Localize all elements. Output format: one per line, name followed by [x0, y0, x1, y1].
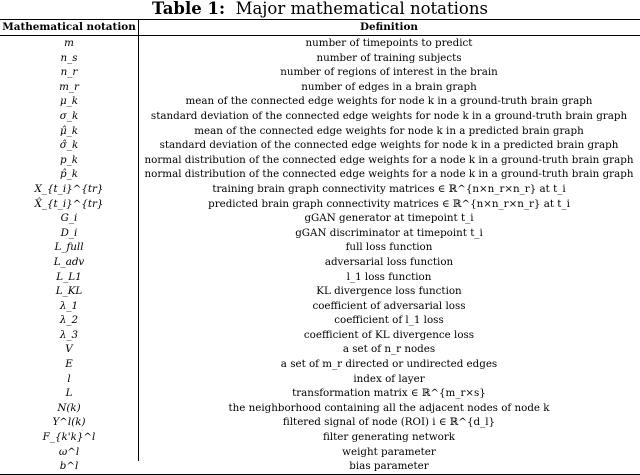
table-row	[0, 313, 640, 328]
notation-symbol: λ_3	[59, 328, 79, 341]
notation-definition: coefficient of adversarial loss	[312, 299, 466, 312]
notation-symbol: p_k	[60, 153, 78, 166]
notation-symbol: Y^l(k)	[52, 416, 86, 429]
table-row	[0, 386, 640, 401]
notation-symbol: L_L1	[56, 270, 82, 283]
notation-definition: number of timepoints to predict	[305, 37, 473, 49]
notation-symbol: σ̂_k	[59, 139, 79, 152]
table-row	[0, 372, 640, 387]
notation-symbol: L_full	[54, 241, 84, 254]
table-row	[0, 51, 640, 66]
notation-definition: KL divergence loss function	[316, 285, 462, 298]
table-title: Major mathematical notations	[235, 0, 488, 18]
notation-definition: standard deviation of the connected edge weights for node k in a predicted brain graph	[159, 139, 619, 152]
notation-symbol: L_adv	[53, 255, 85, 268]
notation-definition: bias parameter	[138, 459, 640, 474]
notation-definition: filter generating network	[322, 431, 456, 444]
header-notation: Mathematical notation	[0, 20, 138, 36]
table-row	[0, 342, 640, 357]
table-row	[0, 270, 640, 285]
notation-definition: number of training subjects	[316, 51, 462, 64]
table-row	[0, 211, 640, 226]
notation-definition: standard deviation of the connected edge weights for node k in a ground-truth brain graph	[150, 109, 628, 122]
notation-definition: weight parameter	[342, 445, 436, 458]
notation-definition: coefficient of KL divergence loss	[303, 328, 475, 341]
table-row	[0, 153, 640, 168]
table-row	[0, 255, 640, 270]
notation-definition: number of regions of interest in the brain	[280, 66, 498, 79]
notation-definition: a set of m_r directed or undirected edges	[280, 358, 498, 371]
notation-definition: transformation matrix ∈ ℝ^{m_r×s}	[292, 387, 486, 400]
table-row	[0, 109, 640, 124]
column-divider	[138, 19, 139, 461]
notation-definition: mean of the connected edge weights for node k in a ground-truth brain graph	[185, 95, 593, 108]
table-row	[0, 197, 640, 212]
notation-symbol: λ_1	[59, 299, 79, 312]
table-row	[0, 138, 640, 153]
notation-symbol: N(k)	[57, 401, 81, 414]
table-row	[0, 299, 640, 314]
table-row	[0, 284, 640, 299]
notation-definition: mean of the connected edge weights for node k in a predicted brain graph	[194, 124, 584, 137]
notation-symbol: D_i	[60, 226, 78, 239]
notation-symbol: λ_2	[59, 314, 79, 327]
notation-symbol: X̂_{t_i}^{tr}	[34, 197, 104, 210]
notation-symbol: F_{k'k}^l	[42, 431, 96, 444]
notation-definition: gGAN discriminator at timepoint t_i	[295, 226, 483, 239]
notation-definition: adversarial loss function	[324, 255, 454, 268]
notation-symbol: X_{t_i}^{tr}	[34, 182, 104, 195]
table-row	[0, 459, 640, 474]
table-row	[0, 445, 640, 460]
notation-definition: filtered signal of node (ROI) i ∈ ℝ^{d_l}	[282, 416, 496, 429]
notation-definition: the neighborhood containing all the adjacent nodes of node k	[228, 401, 550, 414]
table-row	[0, 182, 640, 197]
notation-symbol: m	[64, 37, 74, 49]
notation-symbol: n_s	[60, 51, 78, 64]
notation-definition: normal distribution of the connected edge weights for a node k in a ground-truth brain graph	[144, 153, 634, 166]
notation-definition: full loss function	[345, 241, 433, 254]
notation-definition: index of layer	[353, 372, 425, 385]
notation-symbol: L_KL	[55, 285, 83, 298]
notation-table	[0, 19, 640, 475]
notation-symbol: L	[65, 387, 73, 400]
table-label: Table 1:	[152, 0, 226, 18]
table-row	[0, 36, 640, 51]
table-row	[0, 240, 640, 255]
notation-symbol: b^l	[0, 459, 138, 474]
notation-symbol: μ̂_k	[59, 124, 79, 137]
table-row	[0, 430, 640, 445]
notation-symbol: μ_k	[59, 95, 79, 108]
notation-definition: number of edges in a brain graph	[301, 80, 477, 93]
table-row	[0, 415, 640, 430]
notation-definition: normal distribution of the connected edge weights for a node k in a ground-truth brain graph	[144, 168, 634, 181]
header-row	[0, 20, 640, 36]
header-definition: Definition	[138, 20, 640, 36]
notation-definition: gGAN generator at timepoint t_i	[304, 212, 474, 225]
notation-definition: coefficient of l_1 loss	[334, 314, 444, 327]
notation-symbol: m_r	[59, 80, 79, 93]
table-caption	[0, 0, 640, 18]
table-row	[0, 94, 640, 109]
notation-symbol: l	[67, 372, 71, 385]
table-row	[0, 328, 640, 343]
table-row	[0, 65, 640, 80]
notation-definition: predicted brain graph connectivity matrices ∈ ℝ^{n×n_r×n_r} at t_i	[208, 197, 570, 210]
notation-symbol: E	[65, 358, 73, 371]
notation-definition: training brain graph connectivity matrices ∈ ℝ^{n×n_r×n_r} at t_i	[212, 182, 566, 195]
table-row	[0, 124, 640, 139]
notation-definition: l_1 loss function	[346, 270, 432, 283]
notation-definition: a set of n_r nodes	[342, 343, 436, 356]
table-row	[0, 357, 640, 372]
table-row	[0, 401, 640, 416]
notation-symbol: n_r	[60, 66, 78, 79]
notation-symbol: σ_k	[59, 109, 79, 122]
table-row	[0, 226, 640, 241]
notation-symbol: V	[65, 343, 73, 356]
notation-symbol: ω^l	[58, 445, 80, 458]
notation-symbol: G_i	[60, 212, 78, 225]
table-row	[0, 167, 640, 182]
table-row	[0, 80, 640, 95]
notation-symbol: p̂_k	[60, 168, 78, 181]
